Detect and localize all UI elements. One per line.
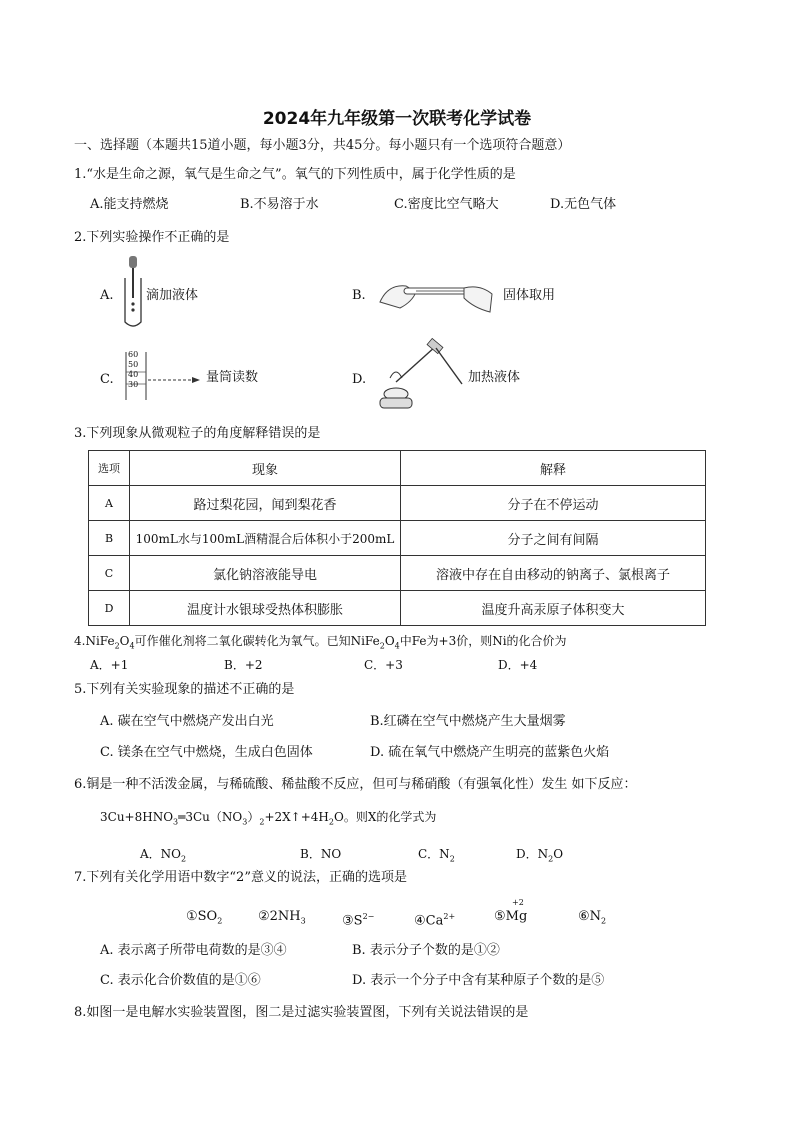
- q2-option-c-letter[interactable]: C.: [100, 372, 114, 387]
- q4-stem-subscript: 2: [379, 641, 385, 651]
- q1-option-d[interactable]: D.无色气体: [550, 197, 617, 212]
- q7-option-c[interactable]: C. 表示化合价数值的是①⑥: [100, 973, 261, 988]
- q4-option-d[interactable]: D．+4: [498, 658, 538, 672]
- page-title: 2024年九年级第一次联考化学试卷: [262, 109, 532, 129]
- table-row: [89, 486, 706, 521]
- q5-option-c[interactable]: C. 镁条在空气中燃烧，生成白色固体: [100, 745, 313, 760]
- cylinder-tick: 30: [128, 380, 139, 389]
- dropper-test-tube-illustration: [118, 252, 148, 332]
- table-cell: B: [89, 521, 130, 556]
- table-row: [89, 591, 706, 626]
- cylinder-tick: 40: [128, 370, 139, 379]
- table-header-cell: 解释: [401, 451, 706, 486]
- q7-option-d[interactable]: D. 表示一个分子中含有某种原子个数的是⑤: [352, 973, 605, 988]
- heating-liquid-illustration: [374, 340, 466, 412]
- q7-symbol-subscript: 3: [300, 916, 306, 926]
- q4-stem-subscript: 2: [114, 641, 120, 651]
- q7-symbol-subscript: 2: [217, 916, 223, 926]
- q7-symbol-text: ⑥N: [578, 909, 602, 924]
- q5-stem: 5.下列有关实验现象的描述不正确的是: [74, 682, 295, 697]
- q2-option-d-letter[interactable]: D.: [352, 372, 367, 387]
- q1-option-b[interactable]: B.不易溶于水: [240, 197, 319, 212]
- q7-symbol-superscript: 2+: [443, 912, 456, 921]
- table-cell: 100mL水与100mL酒精混合后体积小于200mL: [130, 521, 401, 556]
- section-heading: 一、选择题（本题共15道小题，每小题3分，共45分。每小题只有一个选项符合题意）: [74, 138, 571, 153]
- table-header-cell: 选项: [89, 451, 130, 486]
- q6-equation: [100, 808, 436, 831]
- q4-stem-part: O: [384, 634, 395, 648]
- q6-option-d[interactable]: [516, 845, 563, 868]
- q7-option-b[interactable]: B. 表示分子个数的是①②: [352, 943, 500, 958]
- table-row: [89, 556, 706, 591]
- q6-option-d-tail: O: [553, 847, 564, 861]
- q6-eq-part: +2X↑+4H: [264, 810, 329, 824]
- q1-option-c[interactable]: C.密度比空气略大: [394, 197, 499, 212]
- q4-stem-subscript: 4: [129, 641, 135, 651]
- q1-option-a[interactable]: A.能支持燃烧: [90, 197, 169, 212]
- q4-option-b[interactable]: B．+2: [224, 658, 263, 672]
- q6-eq-part: ）: [247, 810, 260, 824]
- q4-stem-part: 中Fe为+3价，则Ni的化合价为: [399, 634, 567, 648]
- table-cell: 溶液中存在自由移动的钠离子、氯根离子: [401, 556, 706, 591]
- q6-stem: 6.铜是一种不活泼金属，与稀硫酸、稀盐酸不反应，但可与稀硝酸（有强氧化性）发生 如下反应：: [74, 777, 637, 792]
- q7-symbol-5-valence: +2: [512, 898, 524, 907]
- q6-eq-subscript: 2: [328, 817, 334, 827]
- table-cell: D: [89, 591, 130, 626]
- cylinder-ticks: [128, 350, 138, 390]
- q6-option-a-subscript: 2: [181, 854, 187, 864]
- q4-option-c[interactable]: C．+3: [364, 658, 403, 672]
- table-cell: C: [89, 556, 130, 591]
- q2-option-a-text: 滴加液体: [146, 288, 199, 303]
- q6-eq-subscript: 2: [259, 817, 265, 827]
- q3-table: [88, 450, 706, 626]
- q7-symbol-1: [186, 908, 222, 931]
- table-cell: 分子之间有间隔: [401, 521, 706, 556]
- q6-option-a-text: A．NO: [140, 847, 182, 861]
- table-cell: 路过梨花园，闻到梨花香: [130, 486, 401, 521]
- q6-eq-part: ═3Cu（NO: [178, 810, 243, 824]
- table-header-row: [89, 451, 706, 486]
- table-cell: 温度升高汞原子体积变大: [401, 591, 706, 626]
- q7-symbol-5: ⑤Mg: [494, 909, 528, 924]
- q6-eq-part: 3Cu+8HNO: [100, 810, 174, 824]
- q7-symbol-2: [258, 908, 306, 931]
- q2-option-c-text: 量筒读数: [206, 370, 259, 385]
- q4-stem-part: O: [119, 634, 130, 648]
- q6-option-c-text: C．N: [418, 847, 450, 861]
- table-cell: A: [89, 486, 130, 521]
- q4-stem-part: 可作催化剂将二氧化碳转化为氧气。已知NiFe: [134, 634, 380, 648]
- q4-option-a[interactable]: A．+1: [90, 658, 129, 672]
- q7-symbol-6: [578, 908, 606, 931]
- q6-option-a[interactable]: [140, 845, 186, 868]
- q4-stem-subscript: 4: [394, 641, 400, 651]
- q6-option-b[interactable]: B．NO: [300, 847, 342, 861]
- table-cell: 分子在不停运动: [401, 486, 706, 521]
- q2-option-b-text: 固体取用: [503, 288, 556, 303]
- q5-option-b[interactable]: B.红磷在空气中燃烧产生大量烟雾: [370, 714, 566, 729]
- q2-option-a-letter[interactable]: A.: [100, 288, 114, 303]
- table-row: [89, 521, 706, 556]
- q6-eq-subscript: 3: [242, 817, 248, 827]
- q7-symbol-text: ①SO: [186, 909, 218, 924]
- q5-option-d[interactable]: D. 硫在氧气中燃烧产生明亮的蓝紫色火焰: [370, 745, 610, 760]
- q4-stem-part: 4.NiFe: [74, 634, 115, 648]
- q7-symbol-text: ②2NH: [258, 909, 301, 924]
- table-cell: 氯化钠溶液能导电: [130, 556, 401, 591]
- q7-symbol-superscript: 2−: [362, 912, 375, 921]
- q6-option-c-subscript: 2: [449, 854, 455, 864]
- q2-stem: 2.下列实验操作不正确的是: [74, 230, 230, 245]
- cylinder-tick: 50: [128, 360, 139, 369]
- q7-symbol-subscript: 2: [601, 916, 607, 926]
- q7-symbol-3: [342, 908, 374, 930]
- table-header-cell: 现象: [130, 451, 401, 486]
- solid-taking-illustration: [376, 272, 498, 316]
- table-cell: 温度计水银球受热体积膨胀: [130, 591, 401, 626]
- q3-stem: 3.下列现象从微观粒子的角度解释错误的是: [74, 426, 321, 441]
- q6-option-c[interactable]: [418, 845, 455, 868]
- q7-stem: 7.下列有关化学用语中数字“2”意义的说法，正确的选项是: [74, 870, 407, 885]
- q7-option-a[interactable]: A. 表示离子所带电荷数的是③④: [100, 943, 287, 958]
- q7-symbol-text: ④Ca: [414, 913, 444, 929]
- q6-option-d-subscript: 2: [548, 854, 554, 864]
- q4-stem: [74, 632, 567, 655]
- q7-symbol-4: [414, 908, 455, 930]
- q5-option-a[interactable]: A. 碳在空气中燃烧产发出白光: [100, 714, 274, 729]
- q2-option-d-text: 加热液体: [468, 370, 521, 385]
- q7-symbol-text: ③S: [342, 913, 363, 929]
- cylinder-tick: 60: [128, 350, 139, 359]
- q1-stem: 1.“水是生命之源，氧气是生命之气”。氧气的下列性质中，属于化学性质的是: [74, 167, 516, 182]
- q8-stem: 8.如图一是电解水实验装置图，图二是过滤实验装置图，下列有关说法错误的是: [74, 1005, 529, 1020]
- q6-eq-subscript: 3: [173, 817, 179, 827]
- q6-eq-part: O。则X的化学式为: [334, 810, 437, 824]
- q6-option-d-text: D．N: [516, 847, 549, 861]
- q2-option-b-letter[interactable]: B.: [352, 288, 366, 303]
